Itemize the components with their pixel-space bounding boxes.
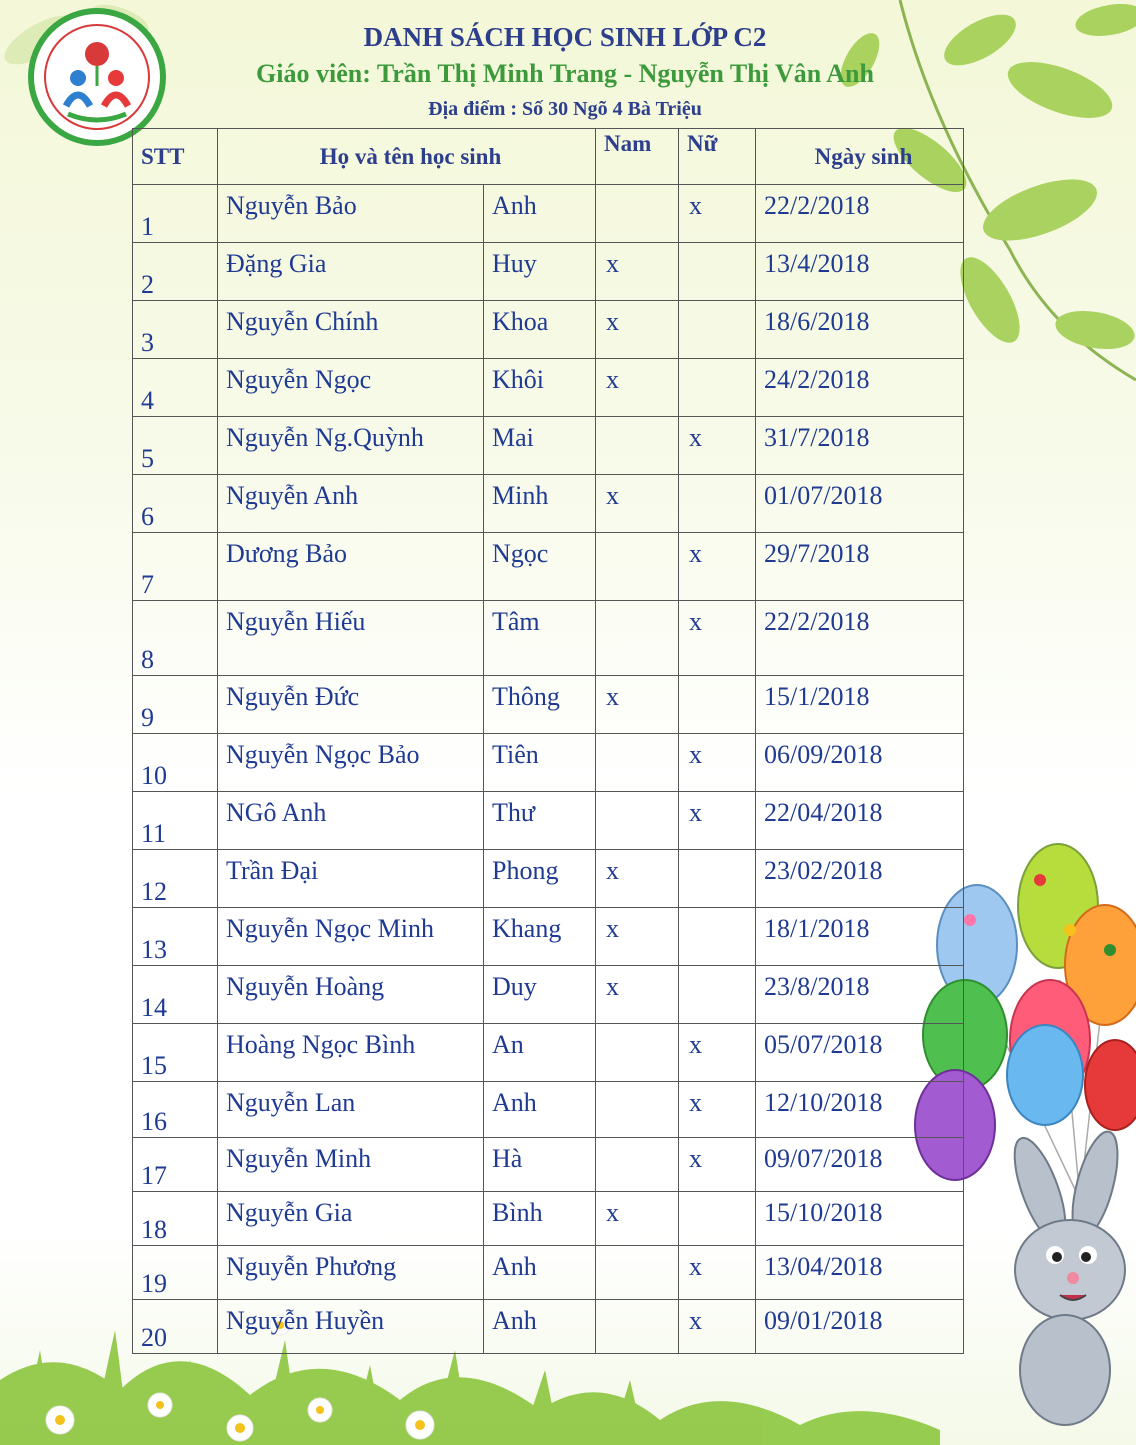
row-male-mark	[596, 601, 679, 676]
row-male-mark	[596, 734, 679, 792]
row-last-name: Nguyễn Ngọc	[218, 359, 484, 417]
table-row	[133, 850, 964, 908]
row-first-name: Thư	[484, 792, 596, 850]
header-name: Họ và tên học sinh	[218, 129, 596, 185]
row-male-mark	[596, 1246, 679, 1300]
row-last-name: Nguyễn Phương	[218, 1246, 484, 1300]
table-row	[133, 1300, 964, 1354]
row-dob: 13/4/2018	[756, 243, 964, 301]
row-stt: 18	[133, 1192, 218, 1246]
row-last-name: Nguyễn Bảo	[218, 185, 484, 243]
row-stt: 11	[133, 792, 218, 850]
student-roster-table	[132, 128, 964, 1354]
row-dob: 31/7/2018	[756, 417, 964, 475]
table-row	[133, 301, 964, 359]
row-first-name: Khang	[484, 908, 596, 966]
row-male-mark	[596, 1138, 679, 1192]
school-logo	[28, 8, 166, 146]
row-male-mark	[596, 1300, 679, 1354]
row-dob: 23/8/2018	[756, 966, 964, 1024]
row-stt: 16	[133, 1082, 218, 1138]
row-first-name: Thông	[484, 676, 596, 734]
teacher-names: Giáo viên: Trần Thị Minh Trang - Nguyễn Thị Vân Anh	[256, 59, 874, 88]
row-stt: 3	[133, 301, 218, 359]
row-first-name: Mai	[484, 417, 596, 475]
row-last-name: Nguyễn Đức	[218, 676, 484, 734]
row-dob: 23/02/2018	[756, 850, 964, 908]
table-row	[133, 417, 964, 475]
row-stt: 10	[133, 734, 218, 792]
row-last-name: Đặng Gia	[218, 243, 484, 301]
logo-inner-ring	[44, 24, 150, 130]
row-stt: 7	[133, 533, 218, 601]
table-row	[133, 1246, 964, 1300]
row-first-name: Anh	[484, 185, 596, 243]
row-last-name: Nguyễn Hoàng	[218, 966, 484, 1024]
row-last-name: Dương Bảo	[218, 533, 484, 601]
row-last-name: Nguyễn Minh	[218, 1138, 484, 1192]
row-female-mark: x	[679, 734, 756, 792]
row-stt: 17	[133, 1138, 218, 1192]
row-dob: 01/07/2018	[756, 475, 964, 533]
row-male-mark: x	[596, 1192, 679, 1246]
row-male-mark	[596, 1024, 679, 1082]
row-dob: 05/07/2018	[756, 1024, 964, 1082]
row-female-mark: x	[679, 185, 756, 243]
row-last-name: Nguyễn Lan	[218, 1082, 484, 1138]
row-dob: 09/01/2018	[756, 1300, 964, 1354]
table-row	[133, 734, 964, 792]
row-first-name: Duy	[484, 966, 596, 1024]
bunny-icon	[1004, 1127, 1126, 1425]
row-male-mark: x	[596, 676, 679, 734]
row-stt: 8	[133, 601, 218, 676]
row-female-mark	[679, 301, 756, 359]
header-female: Nữ	[679, 129, 756, 185]
row-dob: 15/10/2018	[756, 1192, 964, 1246]
row-stt: 20	[133, 1300, 218, 1354]
row-male-mark: x	[596, 966, 679, 1024]
row-first-name: Tiên	[484, 734, 596, 792]
header-stt: STT	[133, 129, 218, 185]
table-row	[133, 1138, 964, 1192]
row-female-mark	[679, 966, 756, 1024]
table-row	[133, 475, 964, 533]
header-dob: Ngày sinh	[756, 129, 964, 185]
document-header	[170, 20, 960, 124]
row-first-name: Khôi	[484, 359, 596, 417]
row-last-name: Nguyễn Anh	[218, 475, 484, 533]
table-row	[133, 601, 964, 676]
row-dob: 12/10/2018	[756, 1082, 964, 1138]
row-first-name: Hà	[484, 1138, 596, 1192]
row-first-name: Phong	[484, 850, 596, 908]
row-last-name: Nguyễn Huyền	[218, 1300, 484, 1354]
row-male-mark: x	[596, 243, 679, 301]
row-last-name: Hoàng Ngọc Bình	[218, 1024, 484, 1082]
row-male-mark: x	[596, 359, 679, 417]
row-last-name: Nguyễn Ngọc Minh	[218, 908, 484, 966]
row-female-mark	[679, 676, 756, 734]
row-male-mark: x	[596, 908, 679, 966]
row-female-mark: x	[679, 417, 756, 475]
row-dob: 13/04/2018	[756, 1246, 964, 1300]
row-female-mark: x	[679, 1138, 756, 1192]
table-row	[133, 908, 964, 966]
row-dob: 18/6/2018	[756, 301, 964, 359]
row-male-mark: x	[596, 301, 679, 359]
row-first-name: An	[484, 1024, 596, 1082]
table-row	[133, 966, 964, 1024]
row-last-name: Nguyễn Hiếu	[218, 601, 484, 676]
row-male-mark	[596, 792, 679, 850]
table-row	[133, 1082, 964, 1138]
row-stt: 13	[133, 908, 218, 966]
row-first-name: Bình	[484, 1192, 596, 1246]
row-last-name: Nguyễn Chính	[218, 301, 484, 359]
row-stt: 2	[133, 243, 218, 301]
row-female-mark: x	[679, 601, 756, 676]
page-title: DANH SÁCH HỌC SINH LỚP C2	[363, 22, 767, 52]
row-female-mark: x	[679, 1082, 756, 1138]
row-dob: 24/2/2018	[756, 359, 964, 417]
table-row	[133, 1024, 964, 1082]
row-dob: 22/2/2018	[756, 601, 964, 676]
row-dob: 22/04/2018	[756, 792, 964, 850]
row-dob: 18/1/2018	[756, 908, 964, 966]
row-first-name: Ngọc	[484, 533, 596, 601]
row-first-name: Huy	[484, 243, 596, 301]
row-male-mark	[596, 1082, 679, 1138]
row-male-mark: x	[596, 475, 679, 533]
row-first-name: Anh	[484, 1246, 596, 1300]
table-row	[133, 243, 964, 301]
row-female-mark: x	[679, 792, 756, 850]
row-last-name: NGô Anh	[218, 792, 484, 850]
row-first-name: Anh	[484, 1300, 596, 1354]
row-dob: 09/07/2018	[756, 1138, 964, 1192]
row-dob: 29/7/2018	[756, 533, 964, 601]
row-female-mark: x	[679, 1300, 756, 1354]
row-female-mark	[679, 475, 756, 533]
row-stt: 6	[133, 475, 218, 533]
row-male-mark: x	[596, 850, 679, 908]
rose-children-icon	[46, 26, 148, 128]
row-first-name: Minh	[484, 475, 596, 533]
row-dob: 15/1/2018	[756, 676, 964, 734]
table-row	[133, 792, 964, 850]
table-row	[133, 185, 964, 243]
row-last-name: Nguyễn Ng.Quỳnh	[218, 417, 484, 475]
row-first-name: Tâm	[484, 601, 596, 676]
row-dob: 22/2/2018	[756, 185, 964, 243]
table-header-row	[133, 129, 964, 185]
table-body	[133, 185, 964, 1354]
row-female-mark: x	[679, 533, 756, 601]
row-stt: 14	[133, 966, 218, 1024]
row-dob: 06/09/2018	[756, 734, 964, 792]
row-female-mark: x	[679, 1024, 756, 1082]
table-row	[133, 1192, 964, 1246]
row-female-mark	[679, 908, 756, 966]
row-stt: 15	[133, 1024, 218, 1082]
row-male-mark	[596, 533, 679, 601]
row-stt: 4	[133, 359, 218, 417]
row-female-mark	[679, 359, 756, 417]
row-male-mark	[596, 185, 679, 243]
row-stt: 5	[133, 417, 218, 475]
row-female-mark	[679, 243, 756, 301]
row-male-mark	[596, 417, 679, 475]
row-female-mark: x	[679, 1246, 756, 1300]
row-first-name: Khoa	[484, 301, 596, 359]
row-female-mark	[679, 850, 756, 908]
table-row	[133, 533, 964, 601]
table-row	[133, 359, 964, 417]
header-male: Nam	[596, 129, 679, 185]
row-stt: 1	[133, 185, 218, 243]
row-last-name: Trần Đại	[218, 850, 484, 908]
row-first-name: Anh	[484, 1082, 596, 1138]
table-row	[133, 676, 964, 734]
row-last-name: Nguyễn Gia	[218, 1192, 484, 1246]
row-stt: 19	[133, 1246, 218, 1300]
row-last-name: Nguyễn Ngọc Bảo	[218, 734, 484, 792]
row-stt: 12	[133, 850, 218, 908]
location: Địa điểm : Số 30 Ngõ 4 Bà Triệu	[428, 98, 702, 120]
row-female-mark	[679, 1192, 756, 1246]
row-stt: 9	[133, 676, 218, 734]
